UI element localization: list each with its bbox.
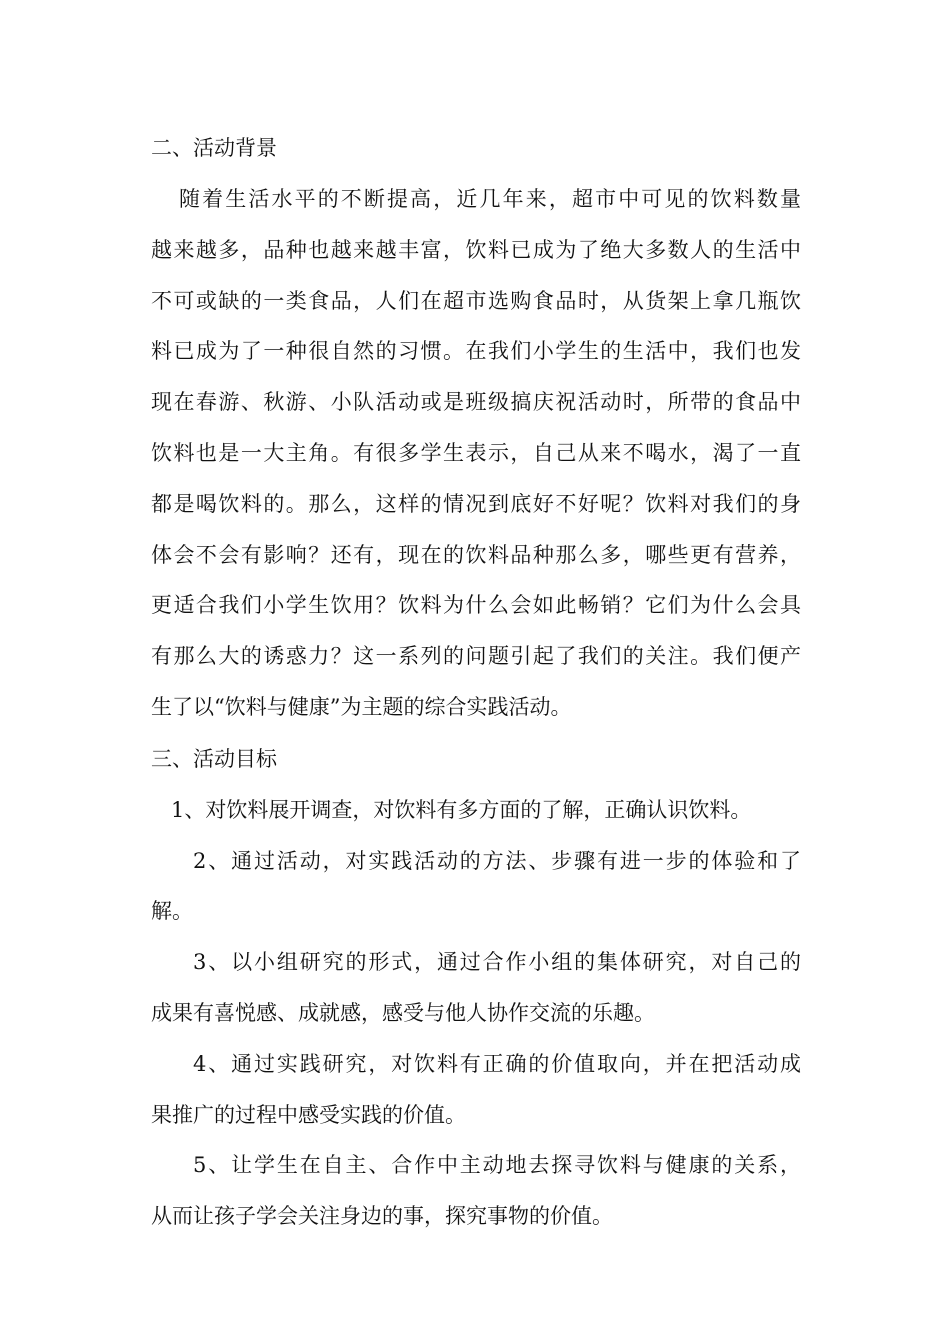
paragraph-line: 随着生活水平的不断提高，近几年来，超市中可见的饮料数量 [179, 187, 801, 211]
goal-line: 5、让学生在自主、合作中主动地去探寻饮料与健康的关系， [193, 1153, 801, 1178]
paragraph-line: 不可或缺的一类食品，人们在超市选购食品时，从货架上拿几瓶饮 [151, 288, 801, 313]
paragraph-line: 生了以“饮料与健康”为主题的综合实践活动。 [151, 694, 572, 719]
paragraph-line: 体会不会有影响？还有，现在的饮料品种那么多，哪些更有营养， [151, 542, 801, 567]
paragraph-line: 有那么大的诱惑力？这一系列的问题引起了我们的关注。我们便产 [151, 644, 801, 669]
goal-line: 果推广的过程中感受实践的价值。 [151, 1102, 466, 1127]
section-heading-goals: 三、活动目标 [151, 746, 277, 771]
goal-line: 1、对饮料展开调查，对饮料有多方面的了解，正确认识饮料。 [171, 797, 752, 822]
goal-item-3 [151, 937, 801, 1039]
goal-line: 4、通过实践研究，对饮料有正确的价值取向，并在把活动成 [193, 1051, 801, 1076]
paragraph-line: 更适合我们小学生饮用？饮料为什么会如此畅销？它们为什么会具 [151, 593, 801, 618]
paragraph-line: 现在春游、秋游、小队活动或是班级搞庆祝活动时，所带的食品中 [151, 390, 801, 415]
goal-line: 3、以小组研究的形式，通过合作小组的集体研究，对自己的 [193, 950, 801, 975]
goal-line: 从而让孩子学会关注身边的事，探究事物的价值。 [151, 1204, 613, 1229]
document-page [151, 122, 801, 1242]
paragraph-line: 越来越多，品种也越来越丰富，饮料已成为了绝大多数人的生活中 [151, 237, 801, 262]
paragraph-line: 料已成为了一种很自然的习惯。在我们小学生的生活中，我们也发 [151, 339, 801, 364]
paragraph-line: 饮料也是一大主角。有很多学生表示，自己从来不喝水，渴了一直 [151, 440, 801, 465]
section-heading-background: 二、活动背景 [151, 136, 277, 160]
goal-item-5 [151, 1140, 801, 1242]
goal-item-4 [151, 1039, 801, 1141]
goal-line: 成果有喜悦感、成就感，感受与他人协作交流的乐趣。 [151, 1000, 655, 1025]
background-paragraph [151, 174, 801, 733]
goal-line: 解。 [151, 899, 193, 924]
paragraph-line: 都是喝饮料的。那么，这样的情况到底好不好呢？饮料对我们的身 [151, 491, 801, 516]
goal-item-1 [151, 785, 801, 836]
goal-line: 2、通过活动，对实践活动的方法、步骤有进一步的体验和了 [193, 848, 801, 873]
goal-item-2 [151, 836, 801, 938]
